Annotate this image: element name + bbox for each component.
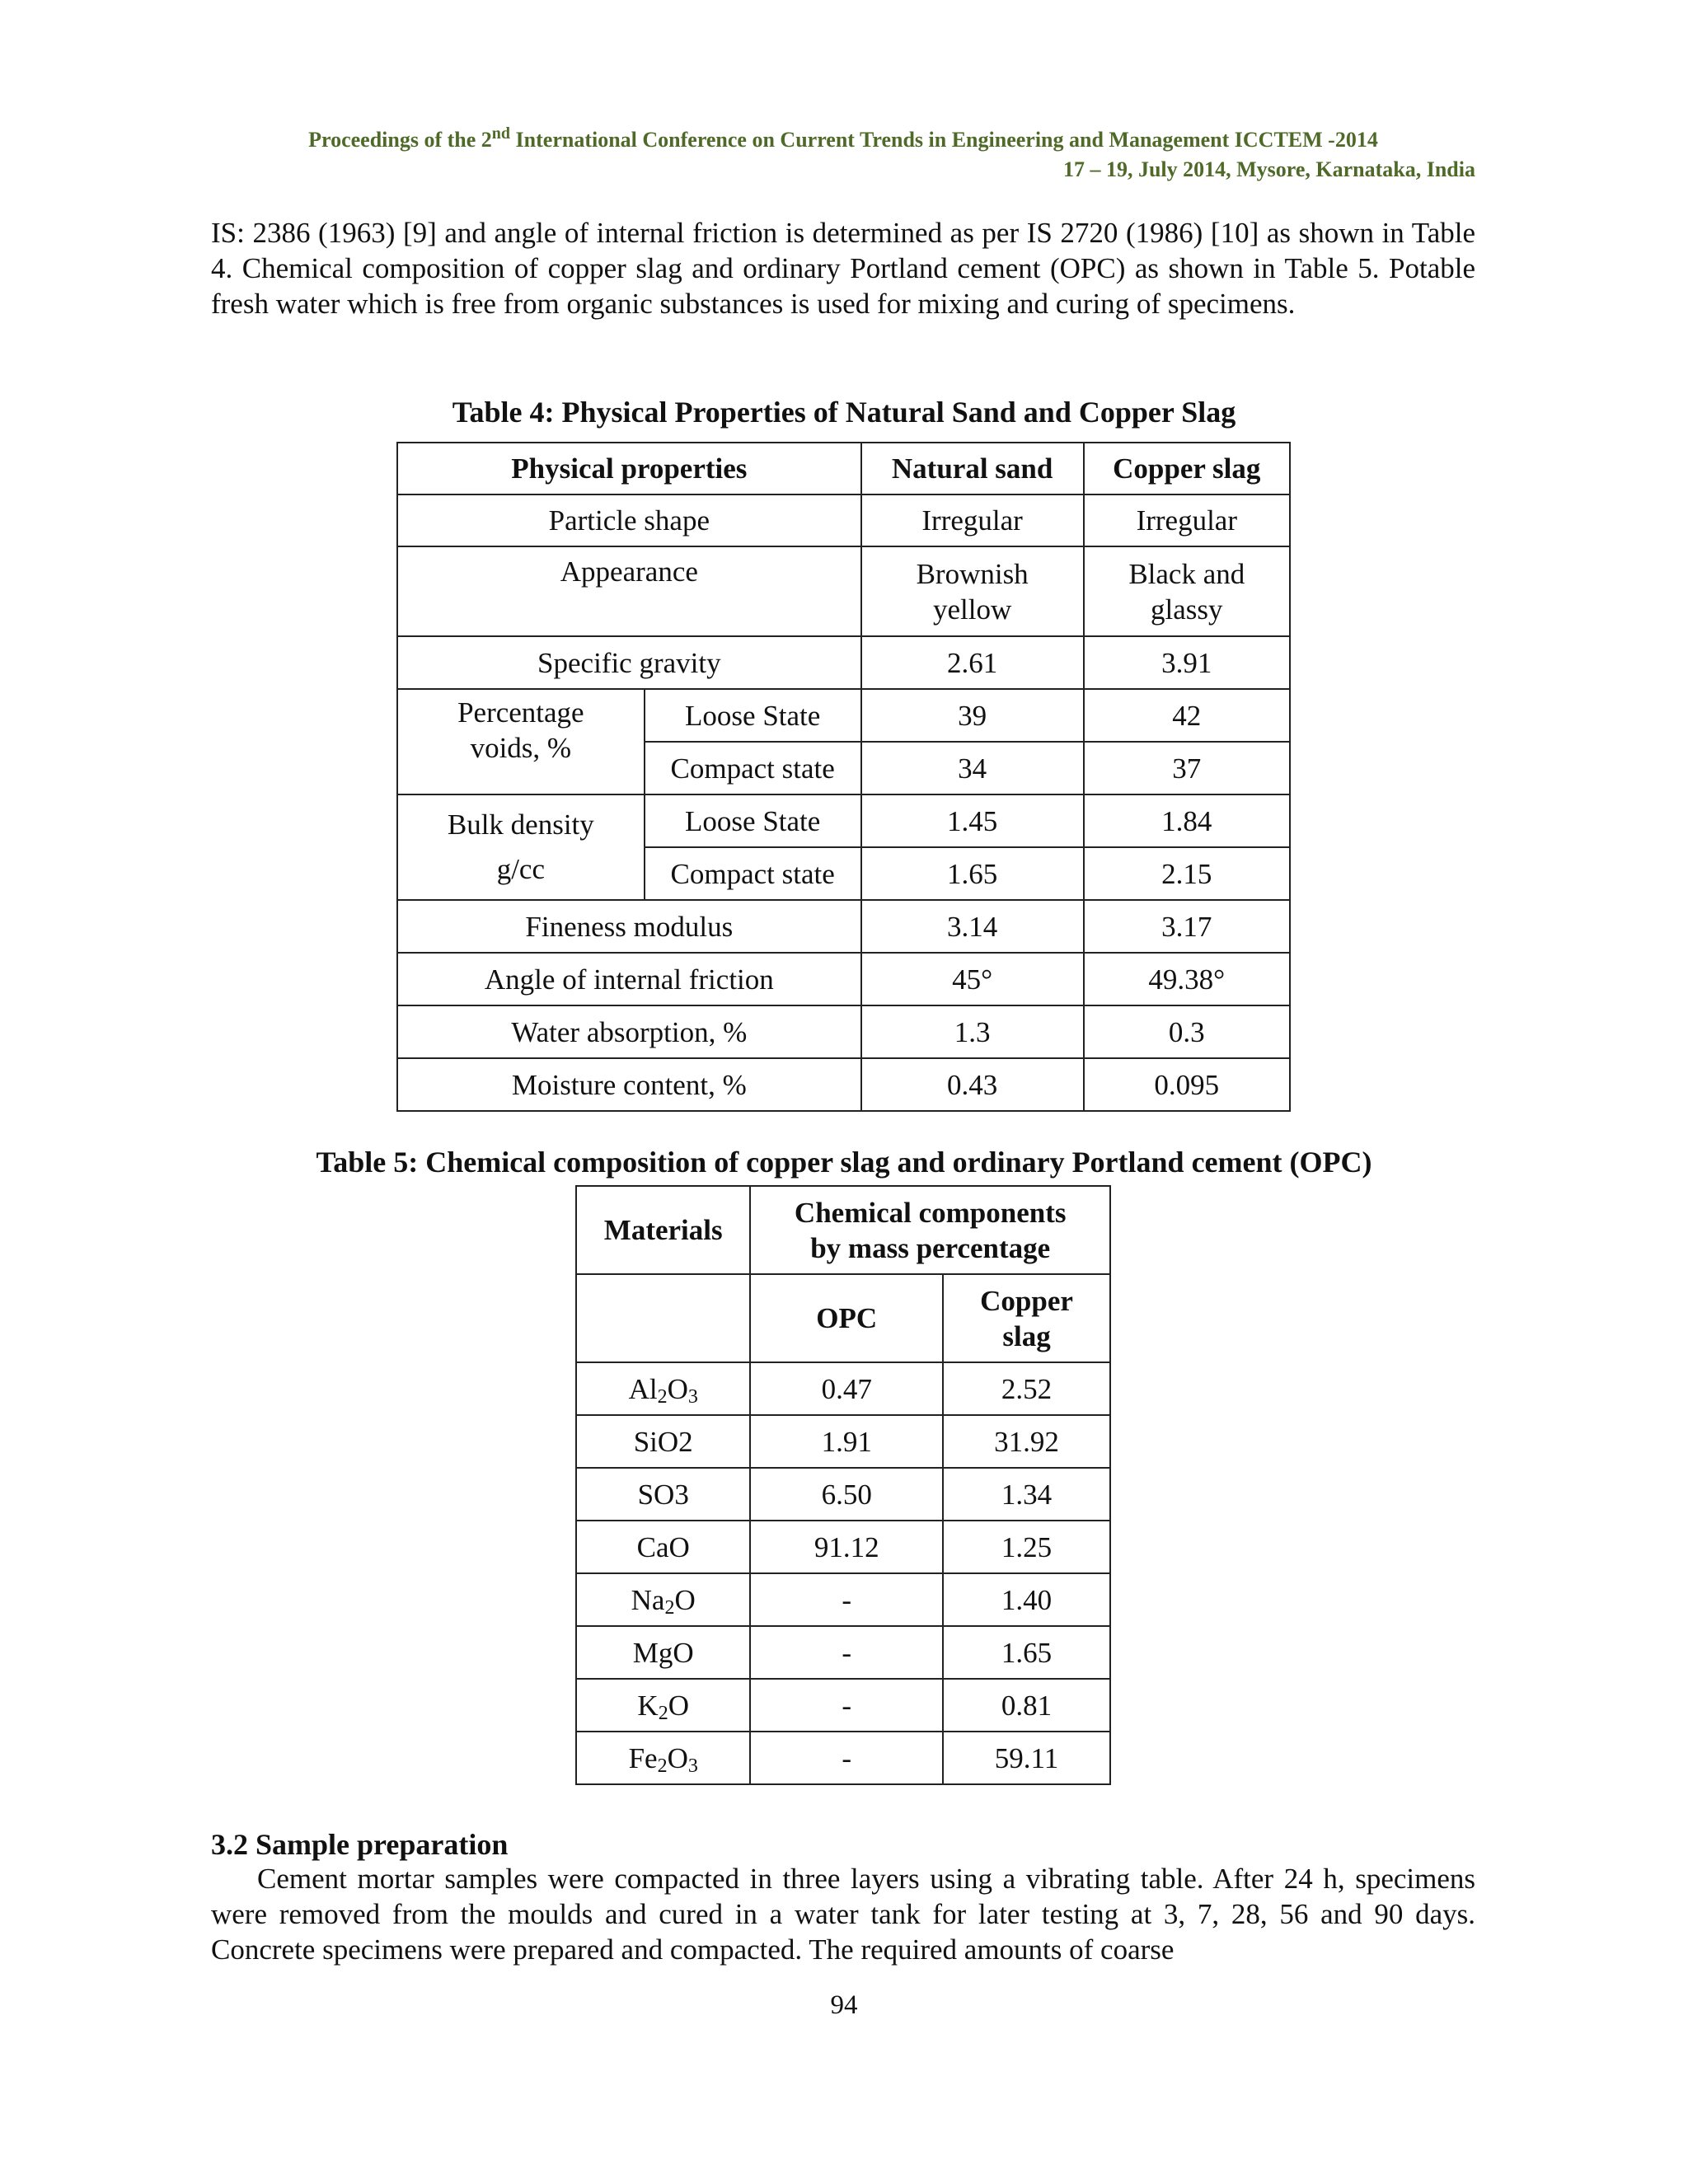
table-cell: 49.38° — [1084, 953, 1290, 1005]
table-row — [576, 1468, 1110, 1521]
table-row — [397, 636, 1290, 689]
intro-paragraph: IS: 2386 (1963) [9] and angle of internal friction is determined as per IS 2720 (1986) [10] as shown in Table 4. Chemical composition of copper slag and ordinary Portland cement (OPC) as shown in Table 5. Potable fresh water which is free from organic substances is used for mixing and curing of specimens. — [211, 217, 1475, 320]
table-cell: 1.65 — [861, 847, 1084, 900]
header-materials: Materials — [576, 1186, 750, 1274]
formula-subscript: 2 — [657, 1385, 668, 1408]
table-cell: Fineness modulus — [397, 900, 861, 953]
copper-value-cell: 1.25 — [943, 1521, 1110, 1573]
table-row — [576, 1626, 1110, 1679]
header-line-1: Proceedings of the 2nd International Conference on Current Trends in Engineering and Management ICCTEM -2014 — [308, 124, 1378, 152]
table-row — [397, 494, 1290, 546]
formula-text: SO3 — [637, 1478, 689, 1511]
table4-physical-properties — [396, 442, 1291, 1112]
formula-subscript: 2 — [657, 1755, 668, 1777]
table-row — [397, 689, 1290, 742]
table-cell: Moisture content, % — [397, 1058, 861, 1111]
table-cell: 45° — [861, 953, 1084, 1005]
table-cell: 0.3 — [1084, 1005, 1290, 1058]
opc-value-cell: - — [750, 1679, 943, 1732]
copper-value-cell: 1.40 — [943, 1573, 1110, 1626]
table-row — [397, 953, 1290, 1005]
table-row — [576, 1573, 1110, 1626]
header-line-2: 17 – 19, July 2014, Mysore, Karnataka, India — [1062, 157, 1475, 181]
formula-subscript: 2 — [658, 1702, 668, 1724]
table-cell: 3.14 — [861, 900, 1084, 953]
table-row — [397, 1058, 1290, 1111]
table-cell: Water absorption, % — [397, 1005, 861, 1058]
table-cell: Loose State — [645, 689, 861, 742]
formula-subscript: 2 — [664, 1596, 675, 1619]
bulk-density-unit: g/cc — [496, 853, 545, 885]
opc-value-cell: - — [750, 1732, 943, 1784]
table-cell: Compact state — [645, 847, 861, 900]
table-cell: 1.3 — [861, 1005, 1084, 1058]
table-row — [576, 1362, 1110, 1415]
table-cell: 3.91 — [1084, 636, 1290, 689]
copper-value-cell: 1.34 — [943, 1468, 1110, 1521]
formula-cell — [576, 1521, 750, 1573]
opc-value-cell: 0.47 — [750, 1362, 943, 1415]
copper-value-cell: 2.52 — [943, 1362, 1110, 1415]
table-row — [397, 546, 1290, 636]
table-row — [397, 900, 1290, 953]
formula-text: SiO2 — [633, 1425, 693, 1458]
table-row — [576, 1415, 1110, 1468]
formula-text: O — [674, 1583, 696, 1616]
table-cell: Specific gravity — [397, 636, 861, 689]
formula-cell — [576, 1362, 750, 1415]
table-cell: 1.84 — [1084, 794, 1290, 847]
header-copper-slag: Copper slag — [1084, 443, 1290, 494]
table-cell: Loose State — [645, 794, 861, 847]
table-cell: 2.61 — [861, 636, 1084, 689]
table-row — [397, 1005, 1290, 1058]
formula-text: Fe — [628, 1741, 658, 1774]
table-cell: Particle shape — [397, 494, 861, 546]
table-cell: Irregular — [861, 494, 1084, 546]
table-cell: Brownish yellow — [861, 546, 1084, 636]
section-paragraph — [211, 1861, 1475, 1967]
table-cell: 0.43 — [861, 1058, 1084, 1111]
header-physical-properties: Physical properties — [397, 443, 861, 494]
table-cell: Appearance — [397, 546, 861, 636]
header-natural-sand: Natural sand — [861, 443, 1084, 494]
table-cell: Angle of internal friction — [397, 953, 861, 1005]
table4-caption: Table 4: Physical Properties of Natural Sand and Copper Slag — [452, 396, 1236, 429]
formula-text: MgO — [632, 1636, 694, 1669]
table5-chemical-composition — [575, 1185, 1111, 1785]
copper-value-cell: 31.92 — [943, 1415, 1110, 1468]
copper-value-cell: 59.11 — [943, 1732, 1110, 1784]
formula-text: K — [637, 1689, 659, 1722]
table-cell: Percentage voids, % — [397, 689, 645, 794]
table-row — [576, 1732, 1110, 1784]
table-cell: 37 — [1084, 742, 1290, 794]
formula-cell — [576, 1573, 750, 1626]
page-number: 94 — [830, 1990, 858, 2020]
formula-text: CaO — [636, 1530, 690, 1563]
table-cell: 2.15 — [1084, 847, 1290, 900]
formula-cell — [576, 1732, 750, 1784]
table-cell: 42 — [1084, 689, 1290, 742]
table-cell: Black and glassy — [1084, 546, 1290, 636]
formula-text: Al — [628, 1372, 658, 1405]
formula-text: O — [668, 1689, 689, 1722]
opc-value-cell: - — [750, 1573, 943, 1626]
section-paragraph-text: Cement mortar samples were compacted in three layers using a vibrating table. After 24 h, specimens were removed from the moulds and cured in a water tank for later testing at 3, 7, 28, 56 and 90 days. Concrete specimens were prepared and compacted. The required amounts of coarse — [211, 1863, 1475, 1966]
formula-subscript: 3 — [687, 1755, 698, 1777]
table-cell: 34 — [861, 742, 1084, 794]
empty-header-cell — [576, 1274, 750, 1362]
table-header-row — [397, 443, 1290, 494]
formula-subscript: 3 — [687, 1385, 698, 1408]
formula-cell — [576, 1626, 750, 1679]
table5-caption: Table 5: Chemical composition of copper slag and ordinary Portland cement (OPC) — [316, 1146, 1372, 1179]
table-cell: 39 — [861, 689, 1084, 742]
table-subheader-row — [576, 1274, 1110, 1362]
formula-text: Na — [631, 1583, 665, 1616]
running-header — [211, 125, 1475, 185]
table-row — [576, 1521, 1110, 1573]
table-cell: 1.45 — [861, 794, 1084, 847]
table-header-row — [576, 1186, 1110, 1274]
formula-text: O — [667, 1372, 688, 1405]
formula-cell — [576, 1468, 750, 1521]
copper-value-cell: 0.81 — [943, 1679, 1110, 1732]
table-cell — [397, 794, 645, 900]
header-copper-slag: Copper slag — [943, 1274, 1110, 1362]
table-cell: 3.17 — [1084, 900, 1290, 953]
bulk-density-label: Bulk density — [447, 808, 594, 841]
header-chemical-components: Chemical components by mass percentage — [750, 1186, 1110, 1274]
formula-cell — [576, 1415, 750, 1468]
opc-value-cell: 1.91 — [750, 1415, 943, 1468]
opc-value-cell: 91.12 — [750, 1521, 943, 1573]
section-heading: 3.2 Sample preparation — [211, 1828, 509, 1861]
table-row — [397, 794, 1290, 847]
formula-cell — [576, 1679, 750, 1732]
opc-value-cell: 6.50 — [750, 1468, 943, 1521]
table-cell: Irregular — [1084, 494, 1290, 546]
copper-value-cell: 1.65 — [943, 1626, 1110, 1679]
header-opc: OPC — [750, 1274, 943, 1362]
formula-text: O — [667, 1741, 688, 1774]
table-row — [576, 1679, 1110, 1732]
table-cell: 0.095 — [1084, 1058, 1290, 1111]
table5-body — [576, 1362, 1110, 1784]
table-cell: Compact state — [645, 742, 861, 794]
opc-value-cell: - — [750, 1626, 943, 1679]
